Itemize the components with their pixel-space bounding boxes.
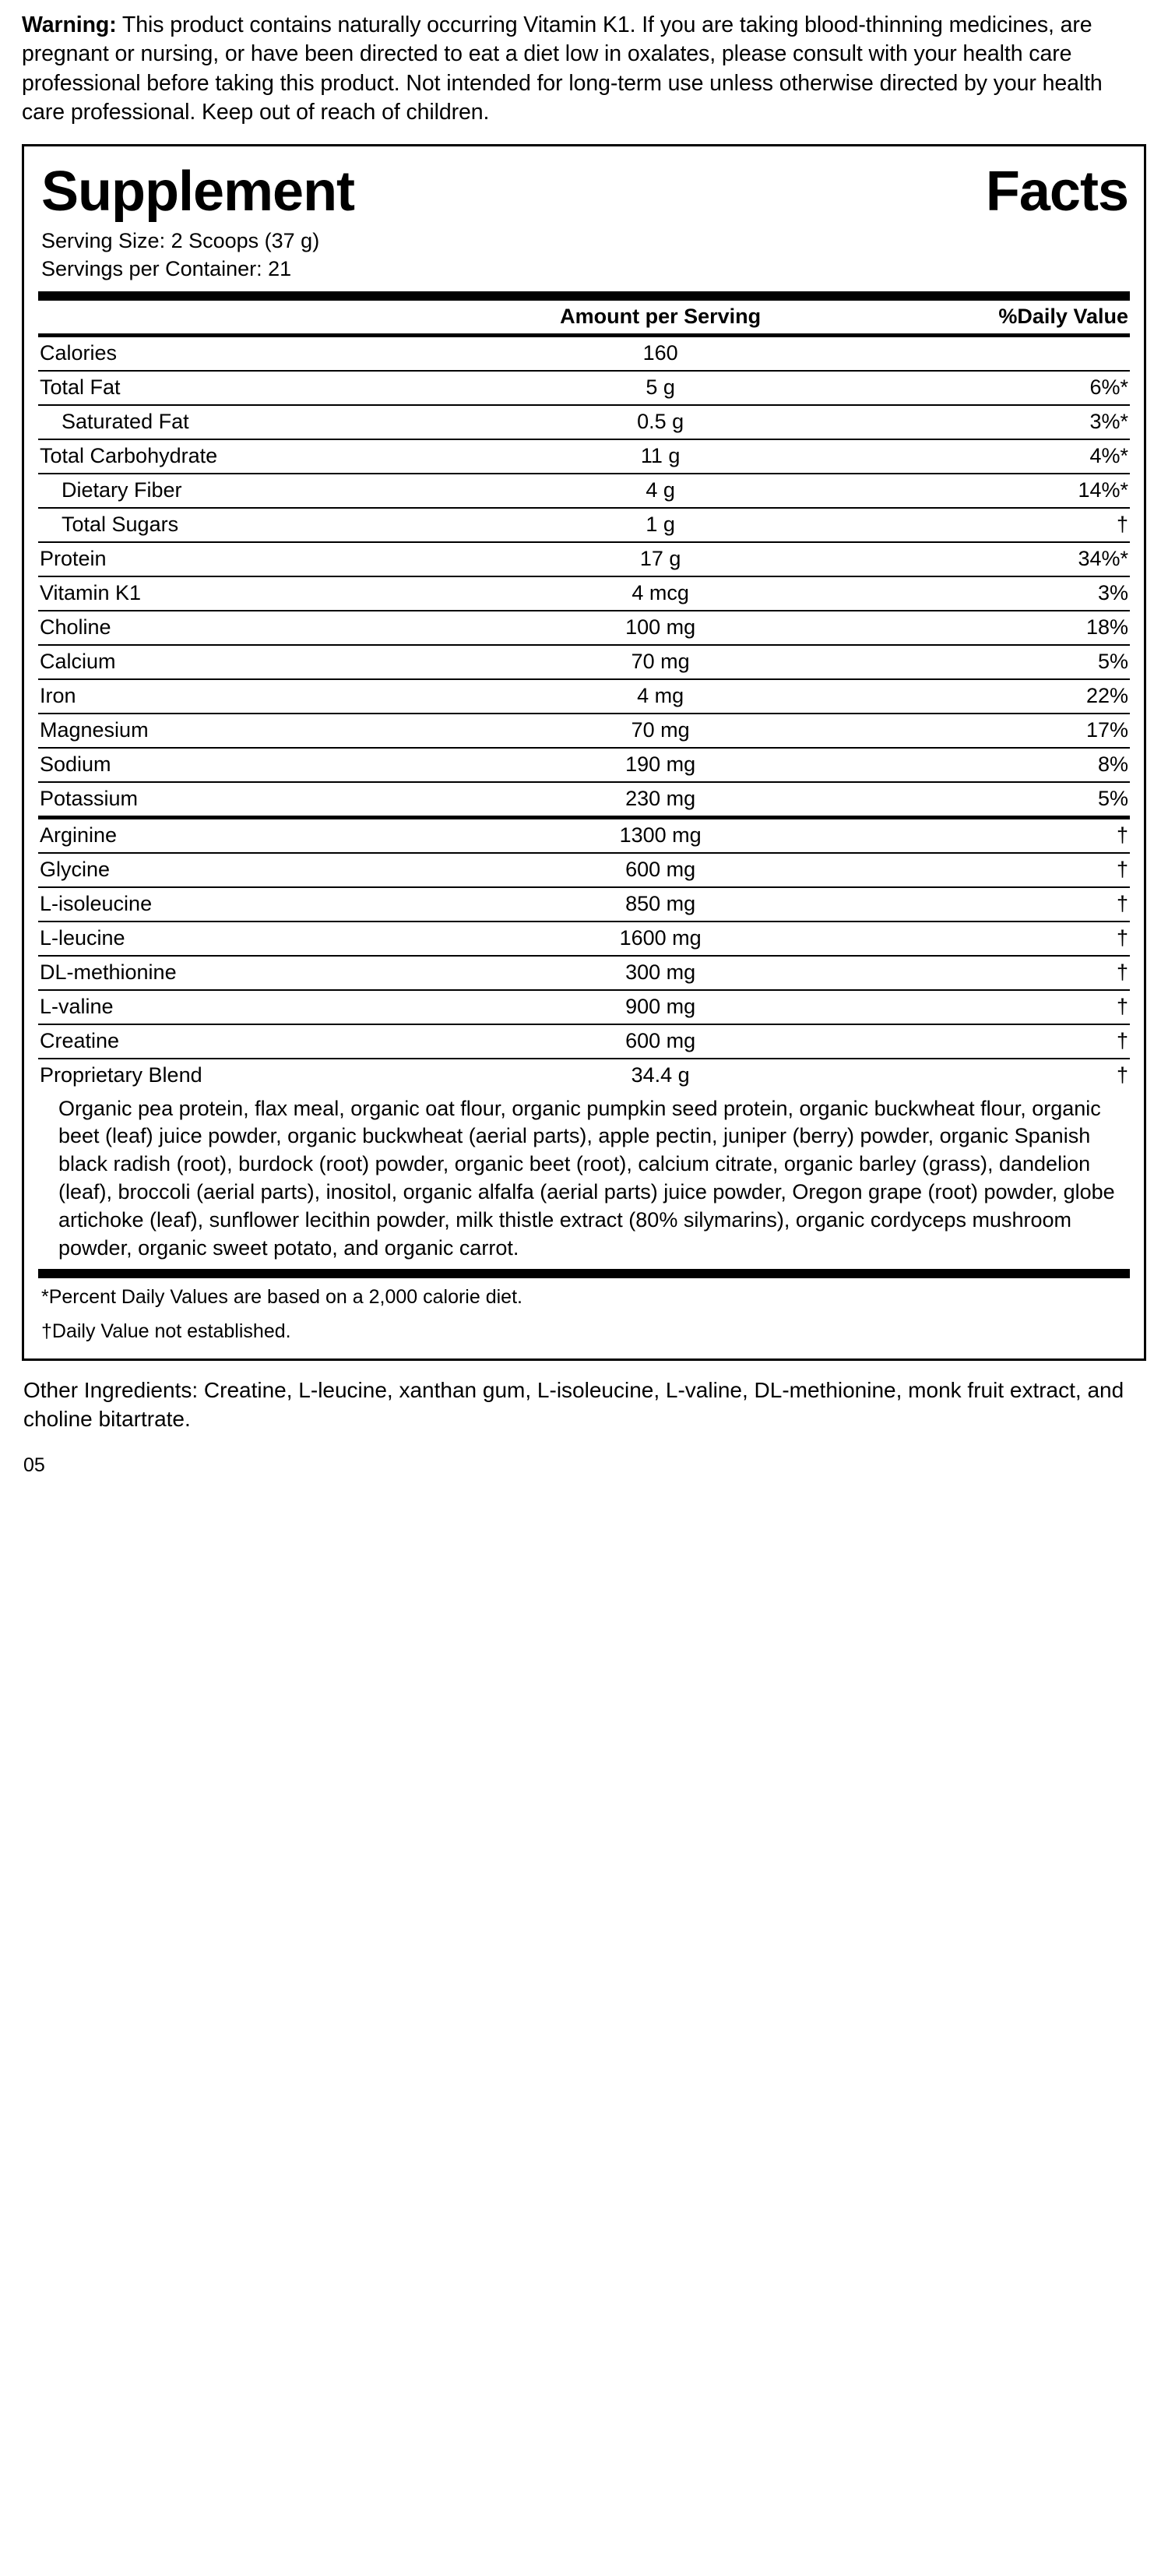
blend-dv: † [846,1059,1130,1092]
row-name: L-leucine [38,922,475,956]
table-row [38,714,1130,748]
row-dv: 22% [846,679,1130,714]
table-row [38,782,1130,818]
row-name: Potassium [38,782,475,818]
footnote-percent-dv: *Percent Daily Values are based on a 2,000 calorie diet. [41,1286,522,1308]
proprietary-blend-row [38,1059,1130,1092]
title-word-supplement: Supplement [41,160,355,224]
row-name: L-isoleucine [38,887,475,922]
row-dv: 3%* [846,405,1130,439]
row-dv: 34%* [846,542,1130,576]
row-amount: 160 [475,335,846,371]
header-daily-value: %Daily Value [998,304,1128,328]
row-amount: 17 g [475,542,846,576]
supplement-facts-title [38,157,1130,227]
row-amount: 70 mg [475,645,846,679]
blend-name: Proprietary Blend [38,1059,475,1092]
page-number: 05 [23,1454,45,1476]
table-row [38,679,1130,714]
warning-label: Warning: [22,12,117,37]
row-dv: † [846,956,1130,990]
row-name: DL-methionine [38,956,475,990]
row-amount: 4 mg [475,679,846,714]
warning-text: This product contains naturally occurring Vitamin K1. If you are taking blood-thinning medicines, are pregnant or nursing, or have been directed to eat a diet low in oxalates, please consult with your health care professional before taking this product. Not intended for long-term use unless otherwise directed by your health care professional. Keep out of reach of children. [22,12,1103,125]
row-amount: 4 mcg [475,576,846,611]
divider-thick-bottom [38,1269,1130,1278]
row-name: Total Fat [38,371,475,405]
table-row [38,576,1130,611]
row-name: Choline [38,611,475,645]
row-amount: 11 g [475,439,846,474]
row-dv: † [846,817,1130,853]
row-dv: 5% [846,645,1130,679]
row-name: Arginine [38,817,475,853]
nutrition-table-body [38,301,1130,1092]
row-dv: 8% [846,748,1130,782]
row-name: Iron [38,679,475,714]
row-name: L-valine [38,990,475,1024]
row-amount: 1 g [475,508,846,542]
table-row [38,817,1130,853]
table-row [38,439,1130,474]
row-amount: 600 mg [475,1024,846,1059]
table-header-row [38,301,1130,336]
table-row [38,990,1130,1024]
row-amount: 1600 mg [475,922,846,956]
divider-thick-top [38,291,1130,301]
warning-paragraph [22,11,1146,127]
row-name: Total Carbohydrate [38,439,475,474]
row-name: Creatine [38,1024,475,1059]
table-row [38,956,1130,990]
row-dv: † [846,922,1130,956]
row-name: Vitamin K1 [38,576,475,611]
row-name: Calories [38,335,475,371]
table-row [38,371,1130,405]
header-blank [38,301,475,336]
row-name: Magnesium [38,714,475,748]
table-row [38,405,1130,439]
blend-ingredients: Organic pea protein, flax meal, organic oat flour, organic pumpkin seed protein, organic buckwheat flour, organic beet (leaf) juice powder, organic buckwheat (aerial parts), apple pectin, juniper (berry) powder, organic Spanish black radish (root), burdock (root) powder, organic beet (root), calcium citrate, organic barley (grass), dandelion (leaf), broccoli (aerial parts), inositol, organic alfalfa (aerial parts) juice powder, Oregon grape (root) powder, globe artichoke (leaf), sunflower lecithin powder, milk thistle extract (80% silymarins), organic cordyceps mushroom powder, organic sweet potato, and organic carrot. [58,1096,1115,1260]
row-name: Total Sugars [38,508,475,542]
row-dv [846,335,1130,371]
table-row [38,508,1130,542]
row-amount: 4 g [475,474,846,508]
row-dv: 18% [846,611,1130,645]
row-amount: 230 mg [475,782,846,818]
table-row [38,542,1130,576]
row-dv: 5% [846,782,1130,818]
row-amount: 600 mg [475,853,846,887]
title-word-facts: Facts [985,160,1128,224]
table-row [38,853,1130,887]
row-amount: 0.5 g [475,405,846,439]
other-ingredients: Other Ingredients: Creatine, L-leucine, xanthan gum, L-isoleucine, L-valine, DL-methionine, monk fruit extract, and choline bitartrate. [23,1378,1124,1431]
row-dv: † [846,990,1130,1024]
header-amount: Amount per Serving [560,304,762,328]
table-row [38,335,1130,371]
row-dv: 6%* [846,371,1130,405]
row-dv: 14%* [846,474,1130,508]
row-name: Glycine [38,853,475,887]
row-amount: 900 mg [475,990,846,1024]
row-amount: 300 mg [475,956,846,990]
row-name: Dietary Fiber [38,474,475,508]
row-amount: 100 mg [475,611,846,645]
table-row [38,645,1130,679]
row-dv: 3% [846,576,1130,611]
row-amount: 70 mg [475,714,846,748]
table-row [38,887,1130,922]
serving-size: Serving Size: 2 Scoops (37 g) [41,229,320,253]
row-dv: 17% [846,714,1130,748]
row-dv: † [846,508,1130,542]
row-name: Protein [38,542,475,576]
row-amount: 190 mg [475,748,846,782]
row-name: Saturated Fat [38,405,475,439]
table-row [38,748,1130,782]
row-name: Calcium [38,645,475,679]
row-amount: 1300 mg [475,817,846,853]
table-row [38,474,1130,508]
nutrition-table [38,301,1130,1092]
supplement-facts-panel [22,144,1146,1361]
row-name: Sodium [38,748,475,782]
servings-per-container: Servings per Container: 21 [41,256,292,280]
table-row [38,922,1130,956]
row-dv: 4%* [846,439,1130,474]
row-dv: † [846,1024,1130,1059]
footnote-dagger: †Daily Value not established. [41,1320,291,1342]
blend-amount: 34.4 g [475,1059,846,1092]
table-row [38,611,1130,645]
row-dv: † [846,887,1130,922]
row-dv: † [846,853,1130,887]
row-amount: 850 mg [475,887,846,922]
table-row [38,1024,1130,1059]
row-amount: 5 g [475,371,846,405]
